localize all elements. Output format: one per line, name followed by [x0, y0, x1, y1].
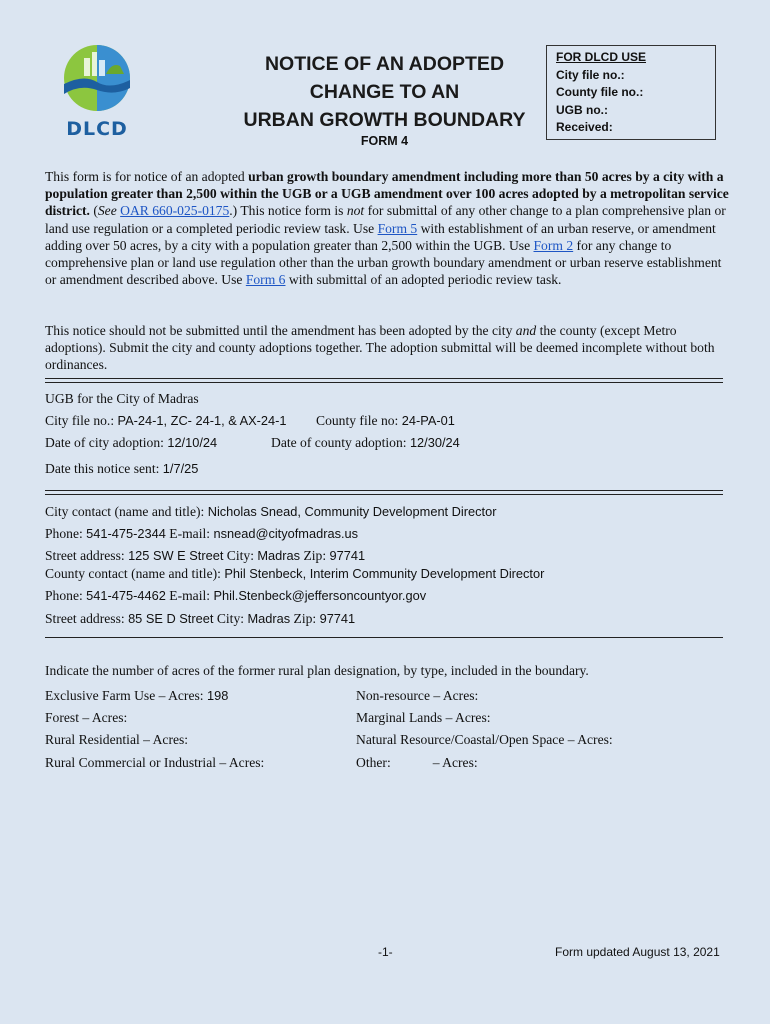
- dlcd-use-box: [546, 45, 716, 140]
- county-contact-value: Phil Stenbeck, Interim Community Development Director: [224, 566, 545, 581]
- form-updated-date: Form updated August 13, 2021: [555, 945, 720, 959]
- logo-text: DLCD: [66, 118, 128, 140]
- section-divider: [45, 378, 723, 383]
- intro-paragraph: [45, 168, 730, 288]
- other-acres-label: – Acres:: [432, 755, 478, 770]
- county-adoption-date-label: Date of county adoption:: [271, 435, 407, 450]
- city-adoption-date-row: [45, 435, 217, 451]
- other-label: Other:: [356, 755, 391, 770]
- acres-intro: Indicate the number of acres of the former rural plan designation, by type, included in the boundary.: [45, 663, 589, 678]
- rural-residential-label: Rural Residential – Acres:: [45, 732, 189, 747]
- city-phone-label: Phone:: [45, 526, 83, 541]
- marginal-lands-label: Marginal Lands – Acres:: [356, 710, 491, 725]
- county-file-row: [316, 413, 455, 429]
- city-file-value: PA-24-1, ZC- 24-1, & AX-24-1: [117, 413, 287, 428]
- submission-text: This notice should not be submitted until the amendment has been adopted by the city: [45, 323, 516, 338]
- county-contact-row: [45, 566, 544, 582]
- city-street-value: 125 SW E Street: [128, 548, 224, 563]
- title-line-2: CHANGE TO AN: [309, 81, 460, 103]
- submission-italic-and: and: [515, 323, 537, 338]
- county-phone-row: [45, 588, 426, 604]
- title-line-3: URBAN GROWTH BOUNDARY: [243, 109, 526, 131]
- dlcd-received-field: Received:: [556, 120, 613, 134]
- form-6-link[interactable]: Form 6: [245, 272, 286, 288]
- natural-resource-label: Natural Resource/Coastal/Open Space – Acres:: [356, 732, 613, 747]
- submission-text: the county (except Metro adoptions). Submit the city and county adoptions together. The adoption submittal will be deemed incomplete without both ordinances.: [45, 323, 715, 373]
- intro-text: with submittal of an adopted periodic review task.: [285, 272, 562, 288]
- rural-commercial-label: Rural Commercial or Industrial – Acres:: [45, 755, 265, 770]
- dlcd-city-file-field: City file no.:: [556, 67, 625, 82]
- city-city-label: City:: [226, 548, 254, 563]
- city-contact-value: Nicholas Snead, Community Development Director: [207, 504, 497, 519]
- city-street-label: Street address:: [45, 548, 125, 563]
- notice-sent-label: Date this notice sent:: [45, 461, 160, 476]
- form-5-link[interactable]: Form 5: [377, 220, 418, 236]
- intro-text: for submittal of any other change to a plan comprehensive plan or land use regulation or a completed periodic review task. Use: [45, 203, 726, 236]
- county-address-row: [45, 611, 355, 627]
- city-phone-value: 541-475-2344: [86, 526, 166, 541]
- notice-sent-value: 1/7/25: [162, 461, 199, 476]
- logo-icon: [54, 44, 140, 120]
- intro-text: (: [89, 203, 98, 219]
- county-email-label: E-mail:: [169, 588, 211, 603]
- county-city-value: Madras: [247, 611, 291, 626]
- efu-label: Exclusive Farm Use – Acres:: [45, 688, 204, 703]
- county-zip-value: 97741: [319, 611, 356, 626]
- intro-text: for any change to comprehensive plan or land use regulation other than the urban growth boundary amendment or urban reserve establishment or amendment described above. Use: [45, 237, 722, 288]
- form-number: FORM 4: [360, 134, 409, 148]
- dlcd-use-header: FOR DLCD USE: [556, 50, 646, 64]
- county-email-value: Phil.Stenbeck@jeffersoncountyor.gov: [213, 588, 427, 603]
- city-adoption-date-value: 12/10/24: [167, 435, 218, 450]
- city-adoption-date-label: Date of city adoption:: [45, 435, 164, 450]
- county-phone-value: 541-475-4462: [86, 588, 166, 603]
- dlcd-county-file-field: County file no.:: [556, 85, 644, 99]
- county-city-label: City:: [216, 611, 245, 626]
- intro-text: .) This notice form is: [229, 203, 347, 219]
- section-divider: [45, 490, 723, 495]
- ugb-city-label: UGB for the City of Madras: [45, 391, 199, 406]
- city-email-value: nsnead@cityofmadras.us: [213, 526, 359, 541]
- county-file-label: County file no:: [316, 413, 399, 428]
- city-contact-row: [45, 504, 496, 520]
- county-adoption-date-value: 12/30/24: [409, 435, 460, 450]
- intro-bold-text: urban growth boundary amendment including more than 50 acres by a city with a population greater than 2,500 within the UGB or a UGB amendment over 100 acres adopted by a metropolitan service district.: [45, 169, 729, 219]
- county-zip-label: Zip:: [293, 611, 317, 626]
- form-title: [232, 50, 537, 134]
- city-phone-row: [45, 526, 358, 542]
- city-address-row: [45, 548, 365, 564]
- intro-text: with establishment of an urban reserve, or amendment adding over 50 acres, by a city with a population greater than 2,500 within the UGB. Use: [45, 220, 716, 253]
- non-resource-label: Non-resource – Acres:: [356, 688, 479, 703]
- dlcd-logo: [54, 44, 140, 140]
- county-contact-label: County contact (name and title):: [45, 566, 221, 581]
- city-zip-label: Zip:: [303, 548, 327, 563]
- city-file-label: City file no.:: [45, 413, 115, 428]
- city-file-row: [45, 413, 287, 429]
- other-row: [356, 755, 478, 771]
- city-email-label: E-mail:: [169, 526, 211, 541]
- county-street-label: Street address:: [45, 611, 125, 626]
- page-number: -1-: [378, 945, 393, 959]
- county-phone-label: Phone:: [45, 588, 83, 603]
- title-line-1: NOTICE OF AN ADOPTED: [264, 53, 505, 75]
- county-adoption-date-row: [271, 435, 460, 451]
- forest-label: Forest – Acres:: [45, 710, 128, 725]
- intro-italic-see: See: [97, 203, 117, 219]
- city-contact-label: City contact (name and title):: [45, 504, 205, 519]
- efu-value: 198: [206, 688, 229, 703]
- oar-link[interactable]: OAR 660-025-0175: [120, 203, 230, 219]
- intro-italic-not: not: [346, 203, 365, 219]
- section-divider: [45, 637, 723, 638]
- intro-text: This form is for notice of an adopted: [45, 169, 249, 184]
- form-2-link[interactable]: Form 2: [533, 237, 574, 253]
- notice-sent-row: [45, 461, 198, 477]
- county-file-value: 24-PA-01: [401, 413, 455, 428]
- efu-row: [45, 688, 228, 704]
- county-street-value: 85 SE D Street: [128, 611, 214, 626]
- submission-paragraph: [45, 322, 730, 374]
- city-city-value: Madras: [257, 548, 301, 563]
- city-zip-value: 97741: [329, 548, 366, 563]
- dlcd-ugb-no-field: UGB no.:: [556, 102, 608, 117]
